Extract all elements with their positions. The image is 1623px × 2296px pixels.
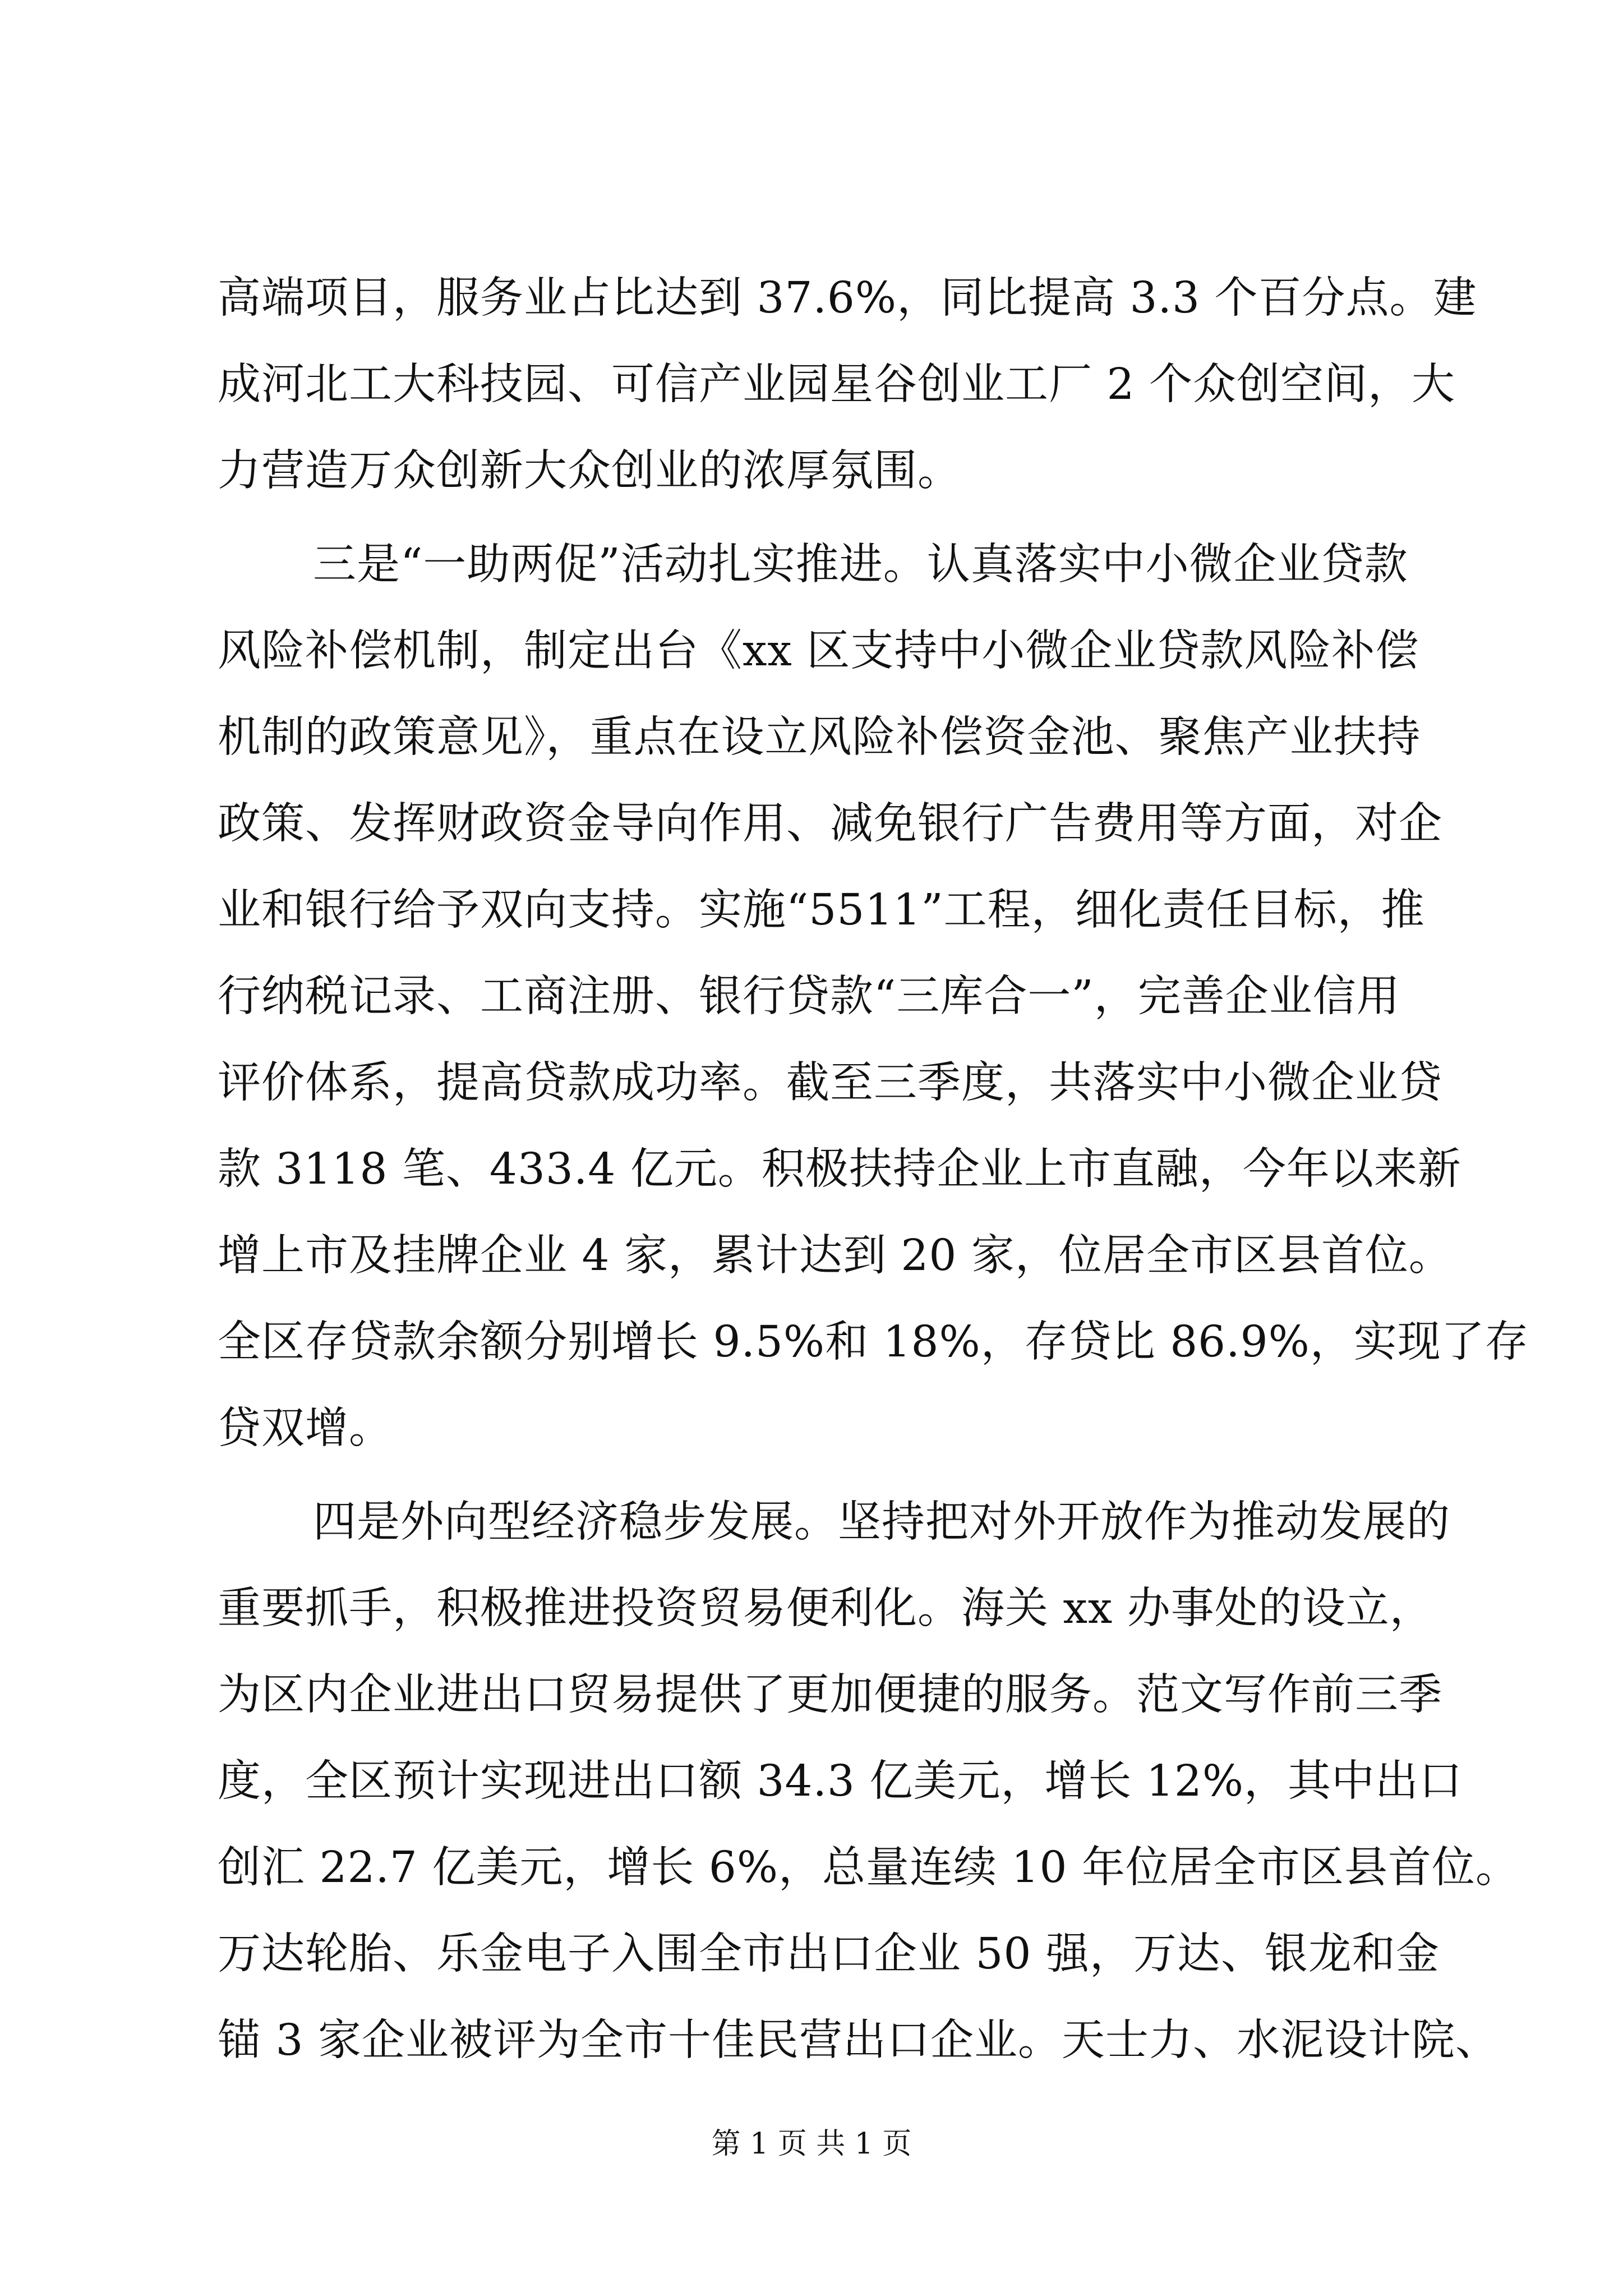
text-line: 力营造万众创新大众创业的浓厚氛围。	[218, 446, 961, 496]
text-line: 创汇 22.7 亿美元，增长 6%，总量连续 10 年位居全市区县首位。	[218, 1843, 1519, 1893]
paragraph-gap	[218, 514, 1401, 522]
text-line: 款 3118 笔、433.4 亿元。积极扶持企业上市直融，今年以来新	[218, 1144, 1461, 1194]
text-line: 机制的政策意见》，重点在设立风险补偿资金池、聚焦产业扶持	[218, 712, 1421, 762]
text-line: 行纳税记录、工商注册、银行贷款“三库合一”，完善企业信用	[218, 972, 1400, 1022]
text-line: 锚 3 家企业被评为全市十佳民营出口企业。天士力、水泥设计院、	[218, 2016, 1499, 2065]
text-line: 增上市及挂牌企业 4 家，累计达到 20 家，位居全市区县首位。	[218, 1231, 1453, 1281]
text-line: 高端项目，服务业占比达到 37.6%，同比提高 3.3 个百分点。建	[218, 273, 1477, 323]
text-line: 全区存贷款余额分别增长 9.5%和 18%，存贷比 86.9%，实现了存	[218, 1317, 1529, 1367]
page-number-label: 第 1 页 共 1 页	[711, 2127, 912, 2161]
text-line: 政策、发挥财政资金导向作用、减免银行广告费用等方面，对企	[218, 799, 1442, 849]
page-footer	[0, 2124, 1623, 2164]
text-line: 度，全区预计实现进出口额 34.3 亿美元，增长 12%，其中出口	[218, 1756, 1463, 1806]
paragraph-outward-economy	[218, 1479, 1519, 2084]
paragraph-services-share	[218, 255, 1477, 514]
text-line: 为区内企业进出口贸易提供了更加便捷的服务。范文写作前三季	[218, 1670, 1442, 1720]
text-line: 风险补偿机制，制定出台《xx 区支持中小微企业贷款风险补偿	[218, 626, 1419, 676]
text-line: 四是外向型经济稳步发展。坚持把对外开放作为推动发展的	[313, 1497, 1450, 1547]
document-body	[218, 255, 1529, 2084]
text-line: 贷双增。	[218, 1404, 393, 1453]
text-line: 评价体系，提高贷款成功率。截至三季度，共落实中小微企业贷	[218, 1058, 1442, 1108]
paragraph-gap	[218, 1472, 1401, 1479]
text-line: 万达轮胎、乐金电子入围全市出口企业 50 强，万达、银龙和金	[218, 1929, 1440, 1979]
paragraph-one-help-two-promote	[218, 522, 1529, 1472]
text-line: 业和银行给予双向支持。实施“5511”工程，细化责任目标，推	[218, 885, 1425, 935]
text-line: 成河北工大科技园、可信产业园星谷创业工厂 2 个众创空间，大	[218, 360, 1455, 409]
text-line: 三是“一助两促”活动扎实推进。认真落实中小微企业贷款	[313, 540, 1408, 590]
text-line: 重要抓手，积极推进投资贸易便利化。海关 xx 办事处的设立，	[218, 1584, 1433, 1634]
